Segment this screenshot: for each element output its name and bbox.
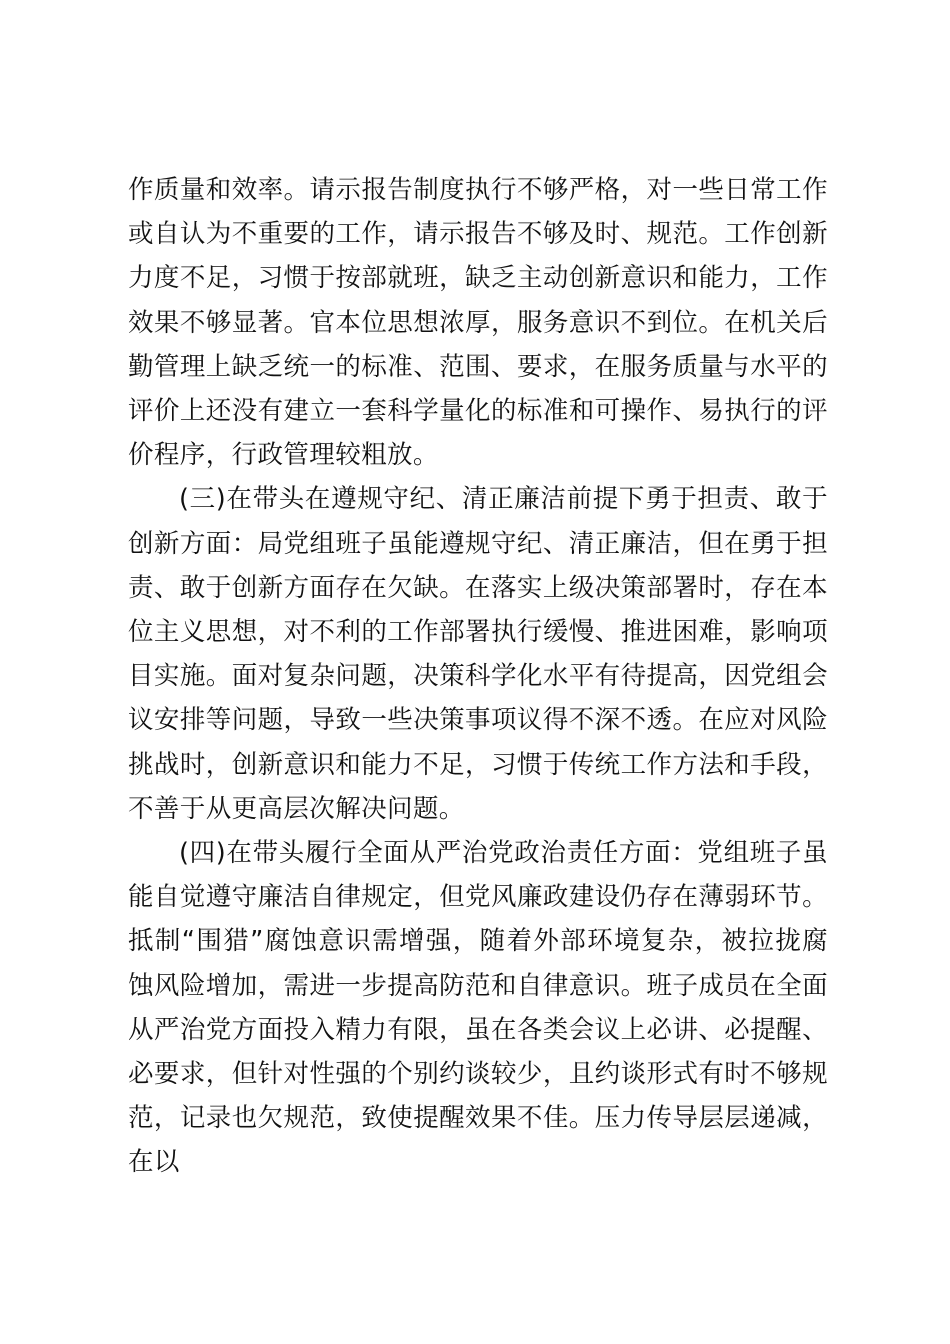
document-body <box>128 168 828 1185</box>
paragraph-section-three: (三)在带头在遵规守纪、清正廉洁前提下勇于担责、敢于创新方面：局党组班子虽能遵规守纪、清正廉洁，但在勇于担责、敢于创新方面存在欠缺。在落实上级决策部署时，存在本位主义思想，对不利的工作部署执行缓慢、推进困难，影响项目实施。面对复杂问题，决策科学化水平有待提高，因党组会议安排等问题，导致一些决策事项议得不深不透。在应对风险挑战时，创新意识和能力不足，习惯于传统工作方法和手段，不善于从更高层次解决问题。 <box>128 484 828 824</box>
paragraph-section-four: (四)在带头履行全面从严治党政治责任方面：党组班子虽能自觉遵守廉洁自律规定，但党风廉政建设仍存在薄弱环节。抵制“围猎”腐蚀意识需增强，随着外部环境复杂，被拉拢腐蚀风险增加，需进一步提高防范和自律意识。班子成员在全面从严治党方面投入精力有限，虽在各类会议上必讲、必提醒、必要求，但针对性强的个别约谈较少，且约谈形式有时不够规范，记录也欠规范，致使提醒效果不佳。压力传导层层递减，在以 <box>128 838 828 1178</box>
paragraph-continued: 作质量和效率。请示报告制度执行不够严格，对一些日常工作或自认为不重要的工作，请示报告不够及时、规范。工作创新力度不足，习惯于按部就班，缺乏主动创新意识和能力，工作效果不够显著。官本位思想浓厚，服务意识不到位。在机关后勤管理上缺乏统一的标准、范围、要求，在服务质量与水平的评价上还没有建立一套科学量化的标准和可操作、易执行的评价程序，行政管理较粗放。 <box>128 175 828 471</box>
